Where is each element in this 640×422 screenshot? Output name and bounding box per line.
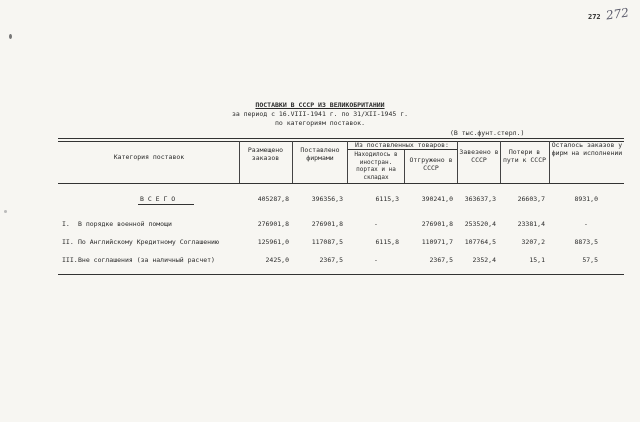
row-delivered: 2367,5 bbox=[319, 256, 343, 264]
row-in-ports: - bbox=[374, 220, 378, 228]
header-shipped: Отгружено в СССР bbox=[409, 156, 453, 172]
row-number: III. bbox=[62, 256, 78, 264]
header-category: Категория поставок bbox=[113, 153, 185, 161]
unit-note: (В тыс.фунт.стерл.) bbox=[450, 129, 525, 137]
row-imported: 107764,5 bbox=[464, 238, 496, 246]
binder-hole-mark bbox=[4, 210, 7, 213]
binder-hole-mark bbox=[9, 34, 12, 39]
row-losses: 15,1 bbox=[529, 256, 545, 264]
document-subtitle: по категориям поставок. bbox=[274, 119, 365, 127]
row-placed: 276901,8 bbox=[257, 220, 289, 228]
total-placed: 405287,8 bbox=[257, 195, 289, 203]
total-imported: 363637,3 bbox=[464, 195, 496, 203]
row-in-ports: - bbox=[374, 256, 378, 264]
header-delivered: Поставлено фирмами bbox=[300, 146, 340, 162]
header-imported: Завезено в СССР bbox=[459, 148, 499, 164]
column-separator bbox=[292, 141, 293, 183]
row-number: II. bbox=[62, 238, 74, 246]
row-shipped: 2367,5 bbox=[429, 256, 453, 264]
row-losses: 3207,2 bbox=[521, 238, 545, 246]
column-separator bbox=[404, 150, 405, 183]
row-in-ports: 6115,8 bbox=[375, 238, 399, 246]
header-losses: Потери в пути к СССР bbox=[502, 148, 547, 164]
row-category: Вне соглашения (за наличный расчет) bbox=[78, 256, 215, 264]
column-separator bbox=[549, 141, 550, 183]
table-bottom-rule bbox=[58, 274, 624, 275]
table-top-rule bbox=[58, 138, 624, 142]
column-separator bbox=[457, 141, 458, 183]
row-delivered: 117087,5 bbox=[311, 238, 343, 246]
row-number: I. bbox=[62, 220, 70, 228]
row-shipped: 276901,8 bbox=[421, 220, 453, 228]
row-category: В порядке военной помощи bbox=[78, 220, 172, 228]
row-placed: 125961,0 bbox=[257, 238, 289, 246]
total-delivered: 396356,3 bbox=[311, 195, 343, 203]
row-remaining: 8873,5 bbox=[574, 238, 598, 246]
total-losses: 26603,7 bbox=[517, 195, 545, 203]
total-label-underline bbox=[138, 204, 194, 205]
header-group: Из поставленных товаров: bbox=[355, 141, 449, 149]
column-separator bbox=[239, 141, 240, 183]
document-period: за период с 16.VIII-1941 г. по 31/XII-1945 г. bbox=[231, 110, 409, 118]
row-imported: 2352,4 bbox=[472, 256, 496, 264]
total-remaining: 8931,0 bbox=[574, 195, 598, 203]
row-losses: 23381,4 bbox=[517, 220, 545, 228]
document-title: ПОСТАВКИ В СССР ИЗ ВЕЛИКОБРИТАНИИ bbox=[255, 101, 385, 109]
row-shipped: 110971,7 bbox=[421, 238, 453, 246]
header-placed: Размещено заказов bbox=[247, 146, 284, 162]
group-header-rule bbox=[347, 149, 457, 150]
page-number-handwritten: 272 bbox=[605, 5, 630, 23]
total-shipped: 390241,0 bbox=[421, 195, 453, 203]
row-delivered: 276901,8 bbox=[311, 220, 343, 228]
page-number: 272 bbox=[588, 13, 601, 21]
header-in-ports: Находилось в иностран. портах и на складах bbox=[354, 151, 398, 181]
row-remaining: 57,5 bbox=[582, 256, 598, 264]
row-category: По Английскому Кредитному Соглашению bbox=[78, 238, 219, 246]
row-imported: 253520,4 bbox=[464, 220, 496, 228]
total-label: В С Е Г О bbox=[140, 195, 176, 203]
header-remaining: Осталось заказов у фирм на исполнении bbox=[551, 141, 623, 157]
row-remaining: - bbox=[584, 220, 588, 228]
total-in-ports: 6115,3 bbox=[375, 195, 399, 203]
table-header-bottom-rule bbox=[58, 183, 624, 184]
row-placed: 2425,0 bbox=[265, 256, 289, 264]
